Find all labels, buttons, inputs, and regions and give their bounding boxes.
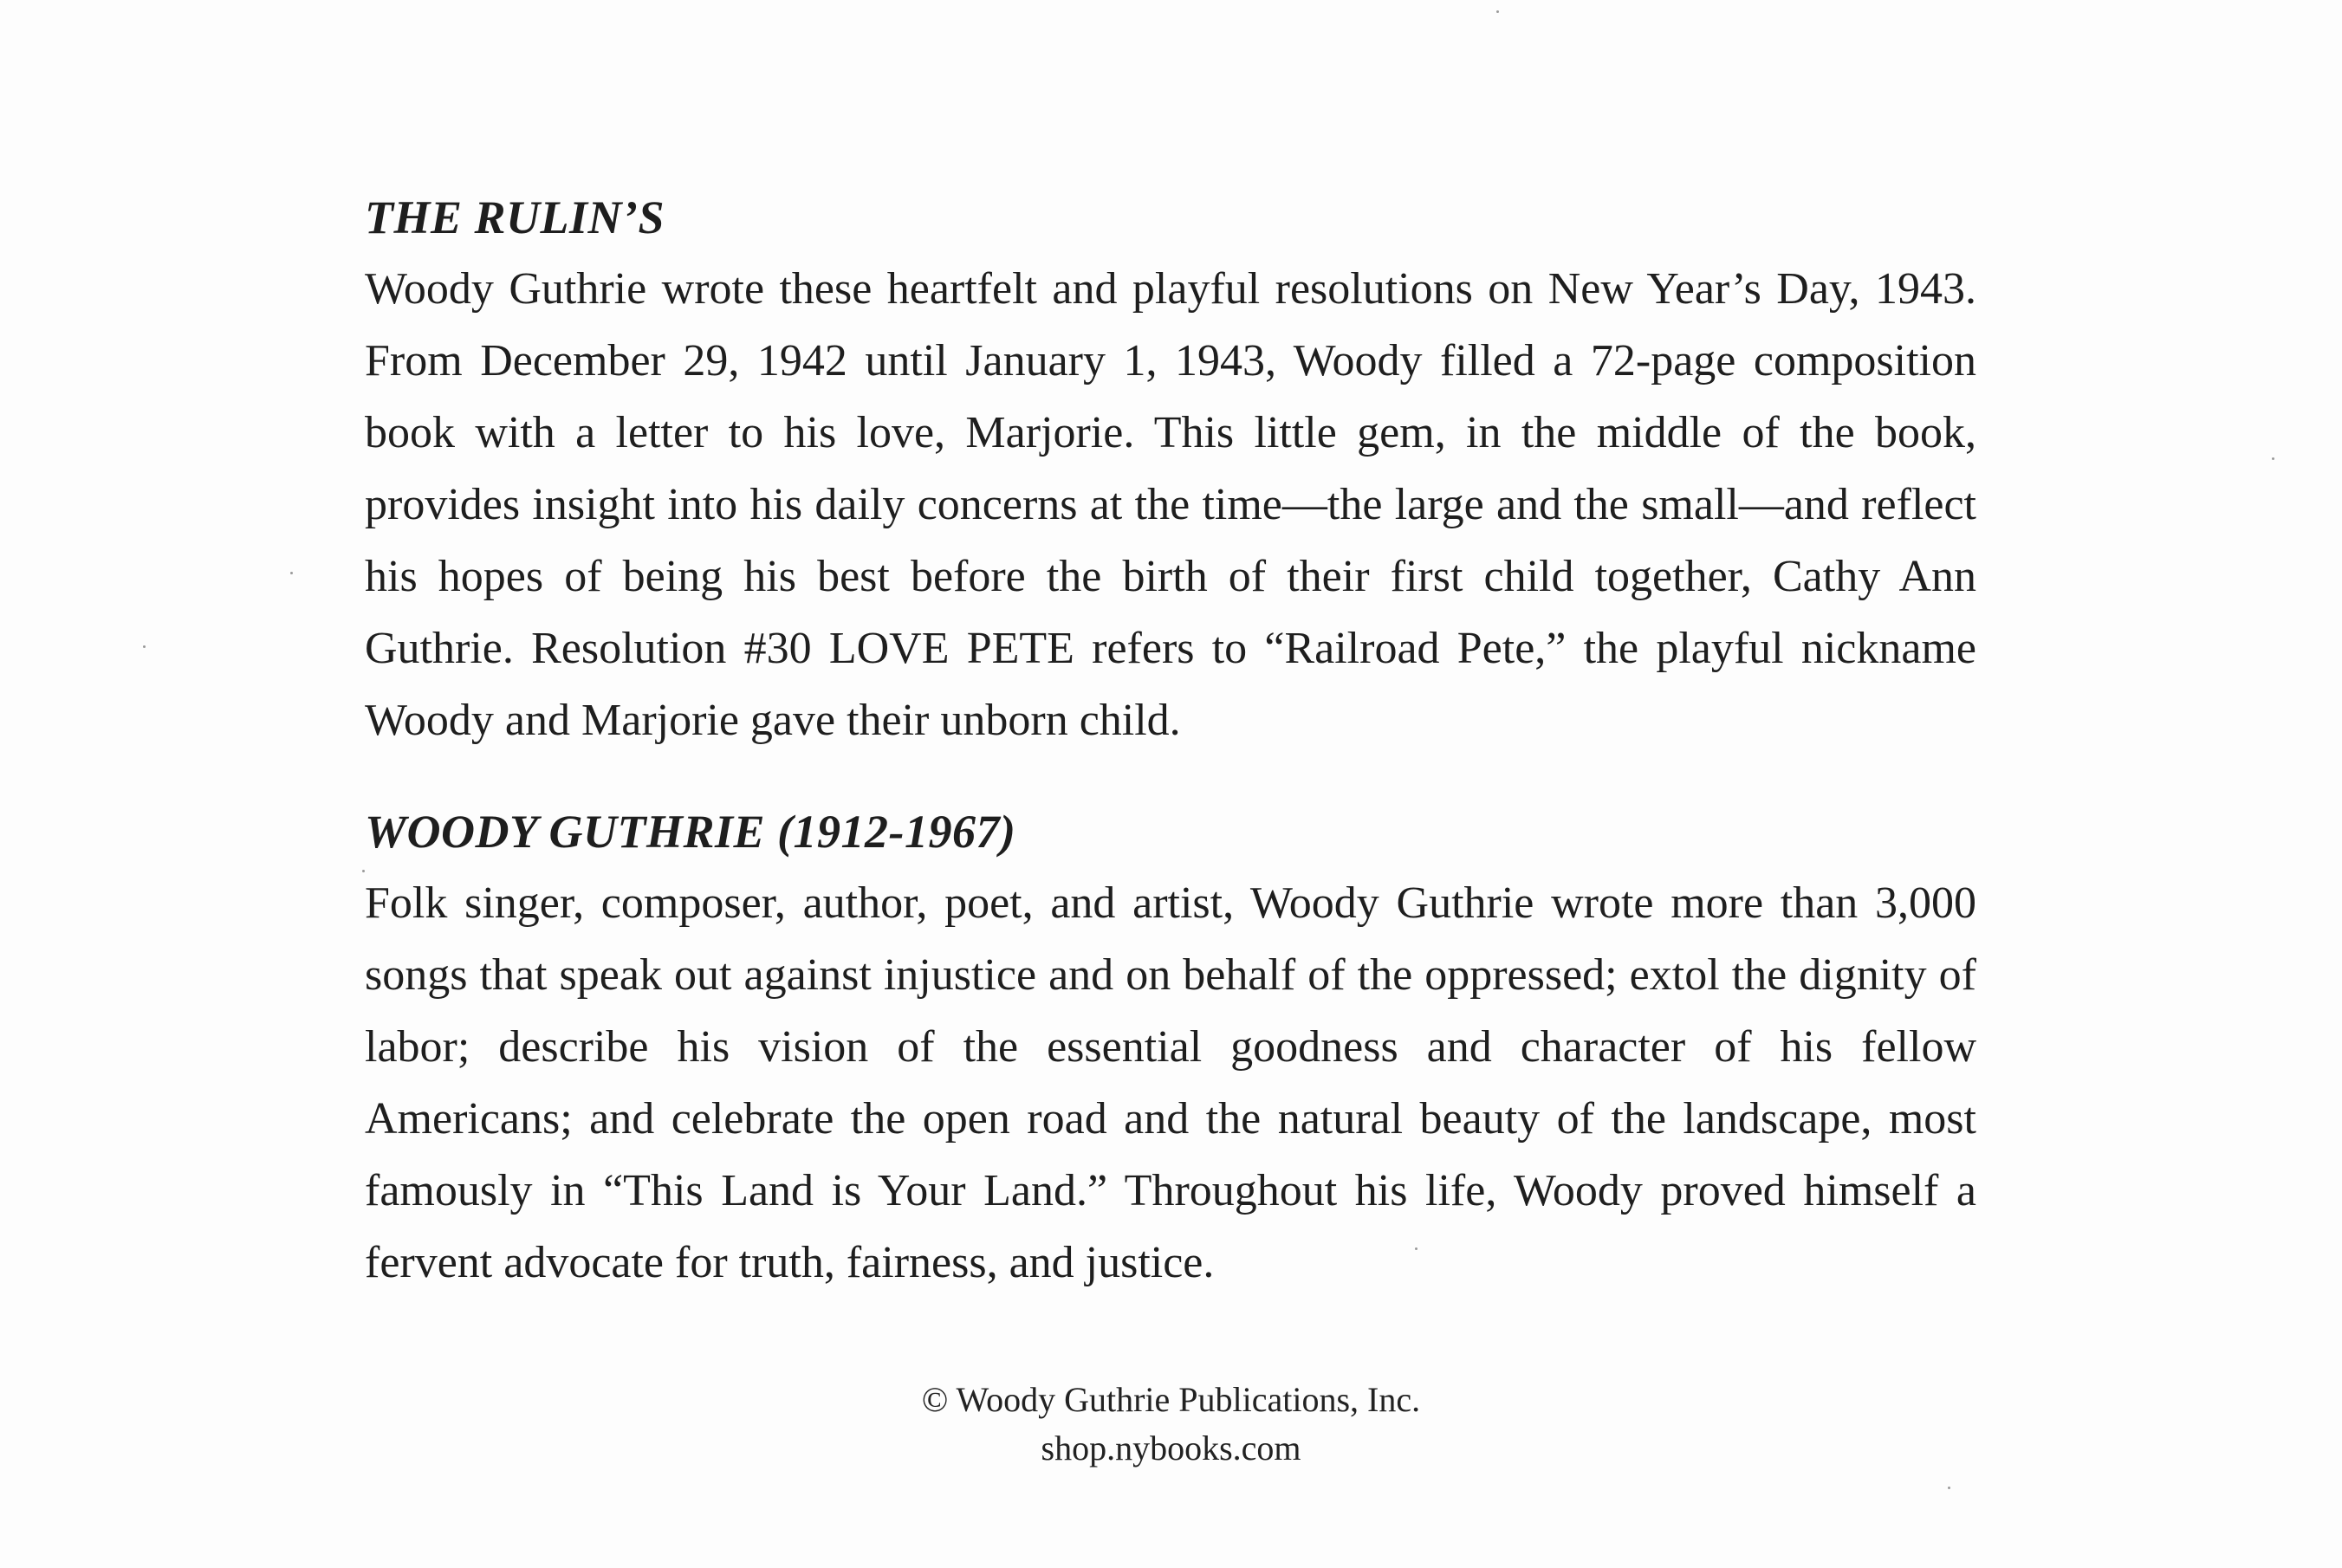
footer — [0, 1376, 2342, 1473]
section-paragraph: Folk singer, composer, author, poet, and artist, Woody Guthrie wrote more than 3,000 songs that speak out against injustice and on behalf of the oppressed; extol the dignity of labor; describe his vision of the essential goodness and character of his fellow Americans; and celebrate the open road and the natural beauty of the landscape, most famously in “This Land is Your Land.” Throughout his life, Woody proved himself a fervent advocate for truth, fairness, and justice. — [365, 878, 1976, 1287]
dust-speck — [290, 572, 293, 574]
section-heading: WOODY GUTHRIE (1912-1967) — [365, 806, 1016, 858]
dust-speck — [1496, 10, 1499, 13]
dust-speck — [362, 870, 365, 872]
main-content — [365, 189, 1976, 1299]
section-woody-guthrie-bio — [365, 803, 1976, 1299]
dust-speck — [2272, 457, 2274, 460]
section-paragraph: Woody Guthrie wrote these heartfelt and playful resolutions on New Year’s Day, 1943. From December 29, 1942 until January 1, 1943, Woody filled a 72-page composition book with a letter to his love, Marjorie. This little gem, in the middle of the book, provides insight into his daily concerns at the time—the large and the small—and reflect his hopes of being his best before the birth of their first child together, Cathy Ann Guthrie. Resolution #30 LOVE PETE refers to “Railroad Pete,” the playful nickname Woody and Marjorie gave their unborn child. — [365, 264, 1976, 745]
website-link[interactable]: shop.nybooks.com — [1041, 1429, 1301, 1468]
dust-speck — [1948, 1487, 1950, 1489]
section-heading: THE RULIN’S — [365, 191, 665, 243]
dust-speck — [143, 645, 146, 648]
copyright-notice: © Woody Guthrie Publications, Inc. — [921, 1380, 1421, 1419]
section-the-rulins — [365, 189, 1976, 756]
dust-speck — [1415, 1247, 1418, 1250]
